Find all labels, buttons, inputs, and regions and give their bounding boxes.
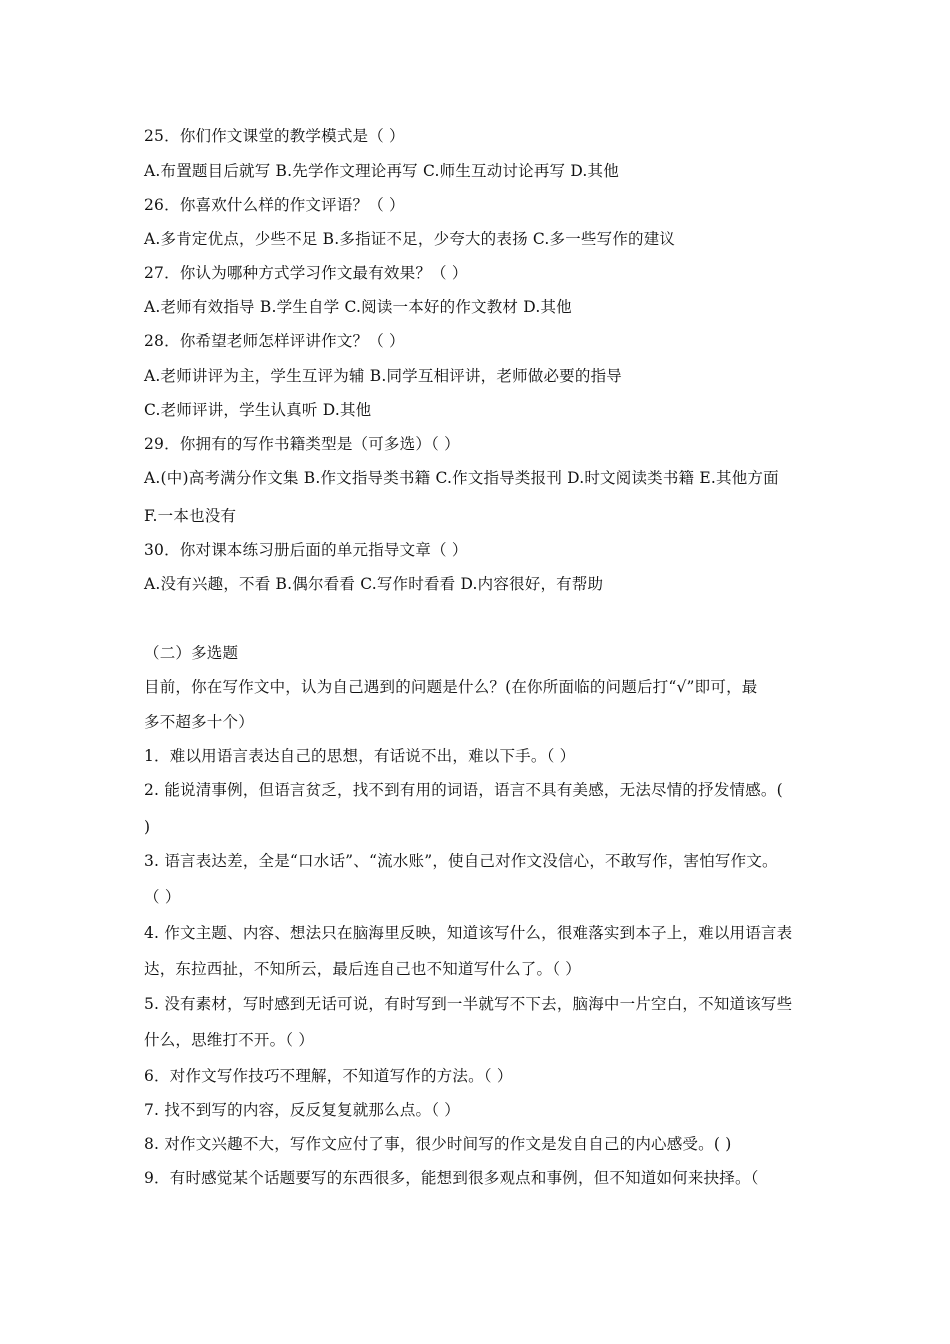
item-3-line2: （ ） (144, 888, 181, 906)
item-7: 7. 找不到写的内容，反反复复就那么点。（ ） (144, 1101, 460, 1119)
question-29-options-line1: A.(中)高考满分作文集 B.作文指导类书籍 C.作文指导类报刊 D.时文阅读类书籍 E.其他方面 (144, 469, 779, 487)
question-28: 28．你希望老师怎样评讲作文？（ ） (144, 332, 405, 350)
question-30: 30．你对课本练习册后面的单元指导文章（ ） (144, 541, 468, 559)
question-27-options: A.老师有效指导 B.学生自学 C.阅读一本好的作文教材 D.其他 (144, 298, 572, 316)
item-5-line1: 5. 没有素材，写时感到无话可说，有时写到一半就写不下去，脑海中一片空白，不知道该写些 (144, 995, 793, 1013)
question-29-options-line2: F.一本也没有 (144, 507, 237, 525)
question-30-options: A.没有兴趣，不看 B.偶尔看看 C.写作时看看 D.内容很好，有帮助 (144, 575, 604, 593)
item-4-line2: 达，东拉西扯，不知所云，最后连自己也不知道写什么了。（ ） (144, 960, 581, 978)
section-instruction-line1: 目前，你在写作文中，认为自己遇到的问题是什么？(在你所面临的问题后打“√”即可，最 (144, 678, 758, 696)
item-2-line1: 2. 能说清事例，但语言贫乏，找不到有用的词语，语言不具有美感，无法尽情的抒发情感。( (144, 781, 783, 799)
question-29: 29．你拥有的写作书籍类型是（可多选）（ ） (144, 435, 460, 453)
item-6: 6．对作文写作技巧不理解，不知道写作的方法。（ ） (144, 1067, 513, 1085)
question-28-options-line2: C.老师评讲，学生认真听 D.其他 (144, 401, 372, 419)
item-5-line2: 什么，思维打不开。（ ） (144, 1031, 315, 1049)
question-28-options-line1: A.老师讲评为主，学生互评为辅 B.同学互相评讲，老师做必要的指导 (144, 367, 622, 385)
question-25: 25．你们作文课堂的教学模式是（ ） (144, 127, 405, 145)
question-25-options: A.布置题目后就写 B.先学作文理论再写 C.师生互动讨论再写 D.其他 (144, 162, 619, 180)
question-26: 26．你喜欢什么样的作文评语？（ ） (144, 196, 405, 214)
item-9: 9．有时感觉某个话题要写的东西很多，能想到很多观点和事例，但不知道如何来抉择。（ (144, 1169, 759, 1187)
question-27: 27．你认为哪种方式学习作文最有效果？（ ） (144, 264, 468, 282)
item-3-line1: 3. 语言表达差，全是“口水话”、“流水账”，使自己对作文没信心，不敢写作，害怕写作文。 (144, 852, 778, 870)
item-4-line1: 4. 作文主题、内容、想法只在脑海里反映，知道该写什么，很难落实到本子上，难以用语言表 (144, 924, 793, 942)
section-heading-multiple-choice: （二）多选题 (144, 644, 239, 662)
item-1: 1．难以用语言表达自己的思想，有话说不出，难以下手。（ ） (144, 747, 576, 765)
question-26-options: A.多肯定优点，少些不足 B.多指证不足，少夸大的表扬 C.多一些写作的建议 (144, 230, 676, 248)
item-2-line2: ) (144, 818, 151, 836)
item-8: 8. 对作文兴趣不大，写作文应付了事，很少时间写的作文是发自自己的内心感受。( ) (144, 1135, 732, 1153)
section-instruction-line2: 多不超多十个） (144, 713, 254, 731)
